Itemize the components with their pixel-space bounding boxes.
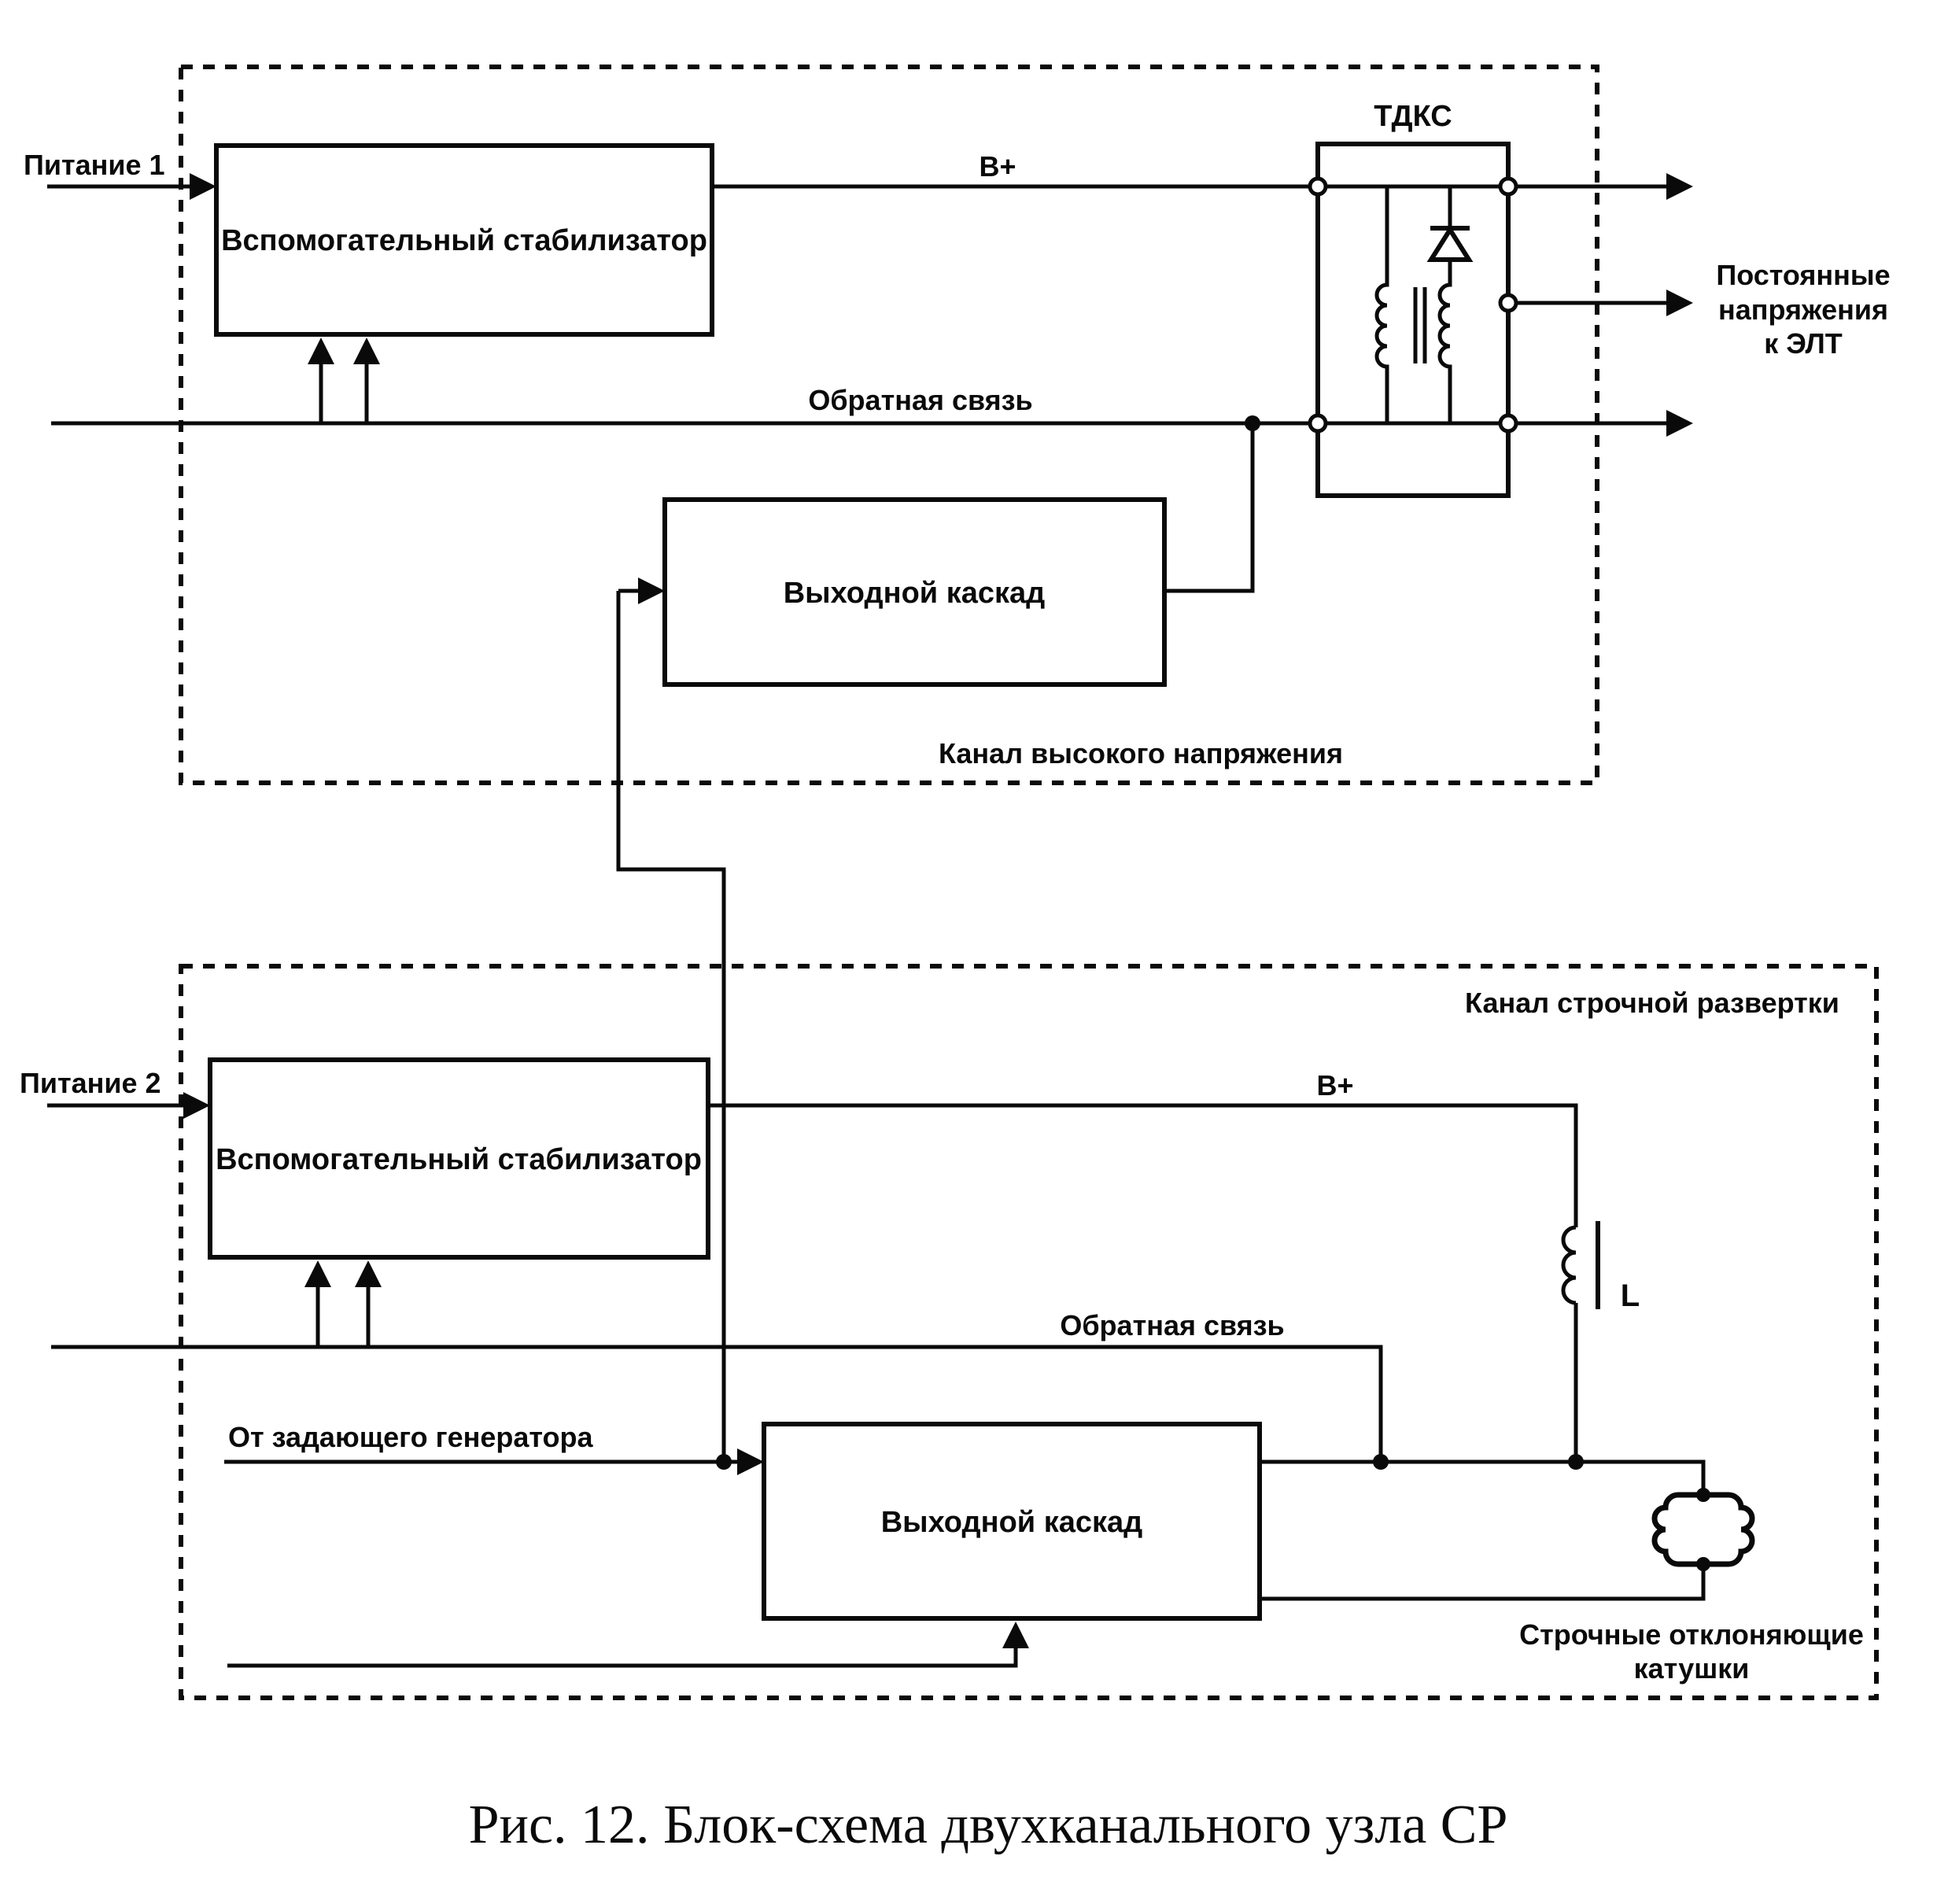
transformer-terminal bbox=[1310, 415, 1326, 431]
output-stage2-bottom-arrowhead-icon bbox=[1002, 1622, 1029, 1648]
output-stage2-lower-output-wire bbox=[1260, 1564, 1703, 1599]
crt-output-label-line3: к ЭЛТ bbox=[1764, 327, 1843, 360]
output-stage2-upper-output-wire bbox=[1260, 1462, 1703, 1495]
transformer-terminal bbox=[1500, 179, 1516, 194]
diode-icon bbox=[1431, 230, 1469, 260]
feedback2-branch2-arrowhead-icon bbox=[355, 1260, 382, 1287]
power1-arrowhead-icon bbox=[190, 173, 216, 200]
flyback-transformer-icon bbox=[1310, 100, 1516, 496]
transformer-tap-terminal bbox=[1500, 295, 1516, 311]
output-stage1-output-wire bbox=[1164, 423, 1253, 591]
bplus2-label: В+ bbox=[1316, 1069, 1354, 1101]
feedback2-branch-arrowhead-icon bbox=[304, 1260, 331, 1287]
crt-output-label-line2: напряжения bbox=[1718, 293, 1888, 326]
transformer-terminal bbox=[1500, 415, 1516, 431]
stabilizer2-label: Вспомогательный стабилизатор bbox=[216, 1143, 702, 1176]
power2-label: Питание 2 bbox=[20, 1067, 161, 1099]
feedback2-junction-dot bbox=[1373, 1454, 1389, 1470]
output-stage2-label: Выходной каскад bbox=[880, 1506, 1143, 1539]
feedback1-junction-dot bbox=[1245, 415, 1260, 431]
oscillator-junction-dot bbox=[716, 1454, 732, 1470]
inductor-coil-icon bbox=[1563, 1227, 1576, 1303]
deflection-coils-label-line2: катушки bbox=[1633, 1652, 1750, 1684]
power1-label: Питание 1 bbox=[24, 149, 165, 181]
deflection-coils-body bbox=[1655, 1495, 1752, 1564]
deflection-coils-bottom-dot bbox=[1696, 1557, 1710, 1571]
output-stage1-input-arrowhead-icon bbox=[638, 577, 665, 604]
crt-output-label-line1: Постоянные bbox=[1716, 259, 1891, 291]
bplus2-wire bbox=[708, 1105, 1576, 1227]
deflection-coils-label-line1: Строчные отклоняющие bbox=[1519, 1618, 1864, 1651]
output-stage1-label: Выходной каскад bbox=[783, 577, 1046, 610]
feedback2-label: Обратная связь bbox=[1060, 1309, 1285, 1341]
feedback1-label: Обратная связь bbox=[808, 384, 1033, 416]
power2-arrowhead-icon bbox=[183, 1092, 210, 1119]
channel2-title: Канал строчной развертки bbox=[1465, 987, 1839, 1019]
transformer-primary-winding bbox=[1377, 186, 1387, 423]
sync-drive-wire bbox=[618, 591, 724, 1462]
deflection-coils-top-dot bbox=[1696, 1488, 1710, 1502]
stabilizer1-label: Вспомогательный стабилизатор bbox=[221, 224, 707, 257]
transformer-secondary-winding bbox=[1440, 186, 1450, 423]
oscillator-arrowhead-icon bbox=[737, 1448, 764, 1475]
feedback1-branch-arrowhead-icon bbox=[308, 338, 334, 364]
channel1-title: Канал высокого напряжения bbox=[939, 737, 1343, 769]
oscillator-label: От задающего генератора bbox=[228, 1421, 593, 1453]
transformer-label: ТДКС bbox=[1374, 100, 1452, 133]
output-stage2-bottom-wire bbox=[227, 1647, 1016, 1666]
bplus2-junction-dot bbox=[1568, 1454, 1584, 1470]
inductor-label: L bbox=[1620, 1279, 1640, 1313]
bplus1-arrowhead-icon bbox=[1666, 173, 1693, 200]
crt-tap-arrowhead-icon bbox=[1666, 290, 1693, 316]
channel2-group bbox=[20, 966, 1876, 1698]
figure-caption: Рис. 12. Блок-схема двухканального узла СР bbox=[468, 1795, 1508, 1855]
deflection-coils-icon bbox=[1655, 1488, 1752, 1571]
feedback1-branch2-arrowhead-icon bbox=[353, 338, 380, 364]
transformer-terminal bbox=[1310, 179, 1326, 194]
transformer-frame bbox=[1318, 144, 1508, 496]
feedback1-arrowhead-icon bbox=[1666, 410, 1693, 437]
bplus1-label: В+ bbox=[979, 150, 1016, 183]
